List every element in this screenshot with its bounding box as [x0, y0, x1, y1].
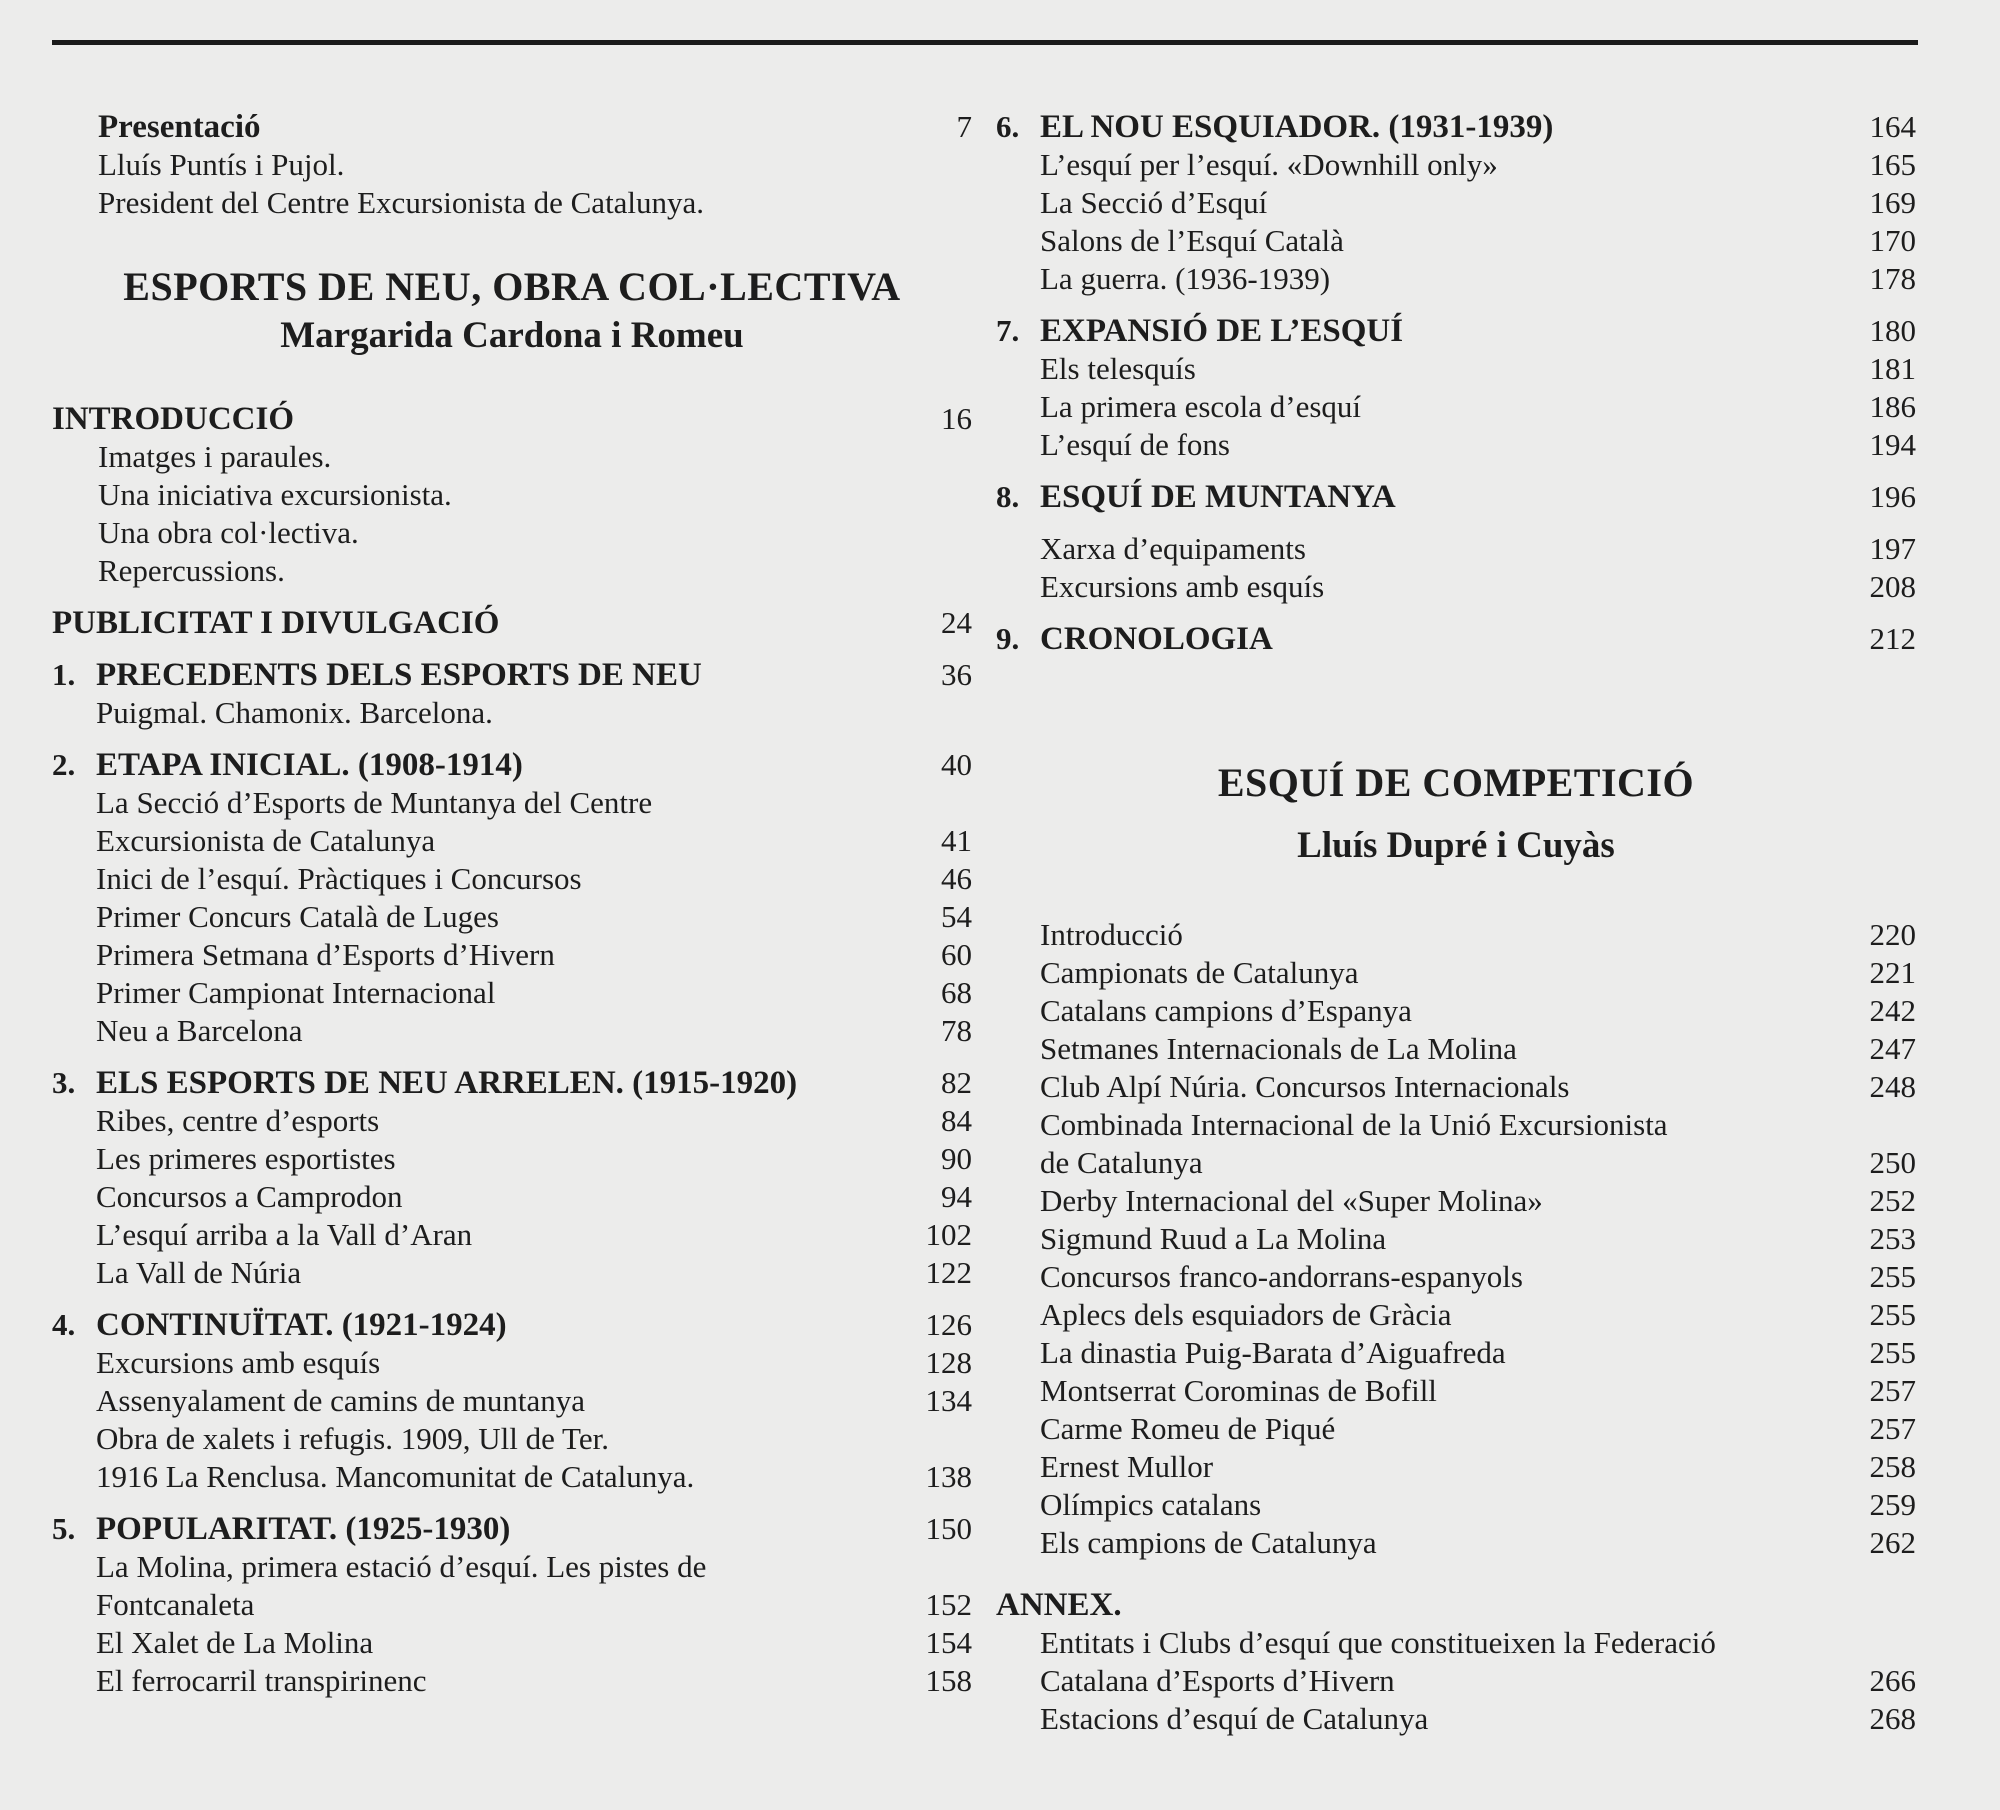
page-number: 150 — [925, 1511, 972, 1546]
page-number: 82 — [941, 1065, 972, 1100]
toc-subentry: Repercussions. — [98, 553, 285, 588]
chapter-number: 2. — [52, 747, 76, 782]
toc-subentry[interactable]: Els campions de Catalunya 262 — [1040, 1525, 1916, 1560]
toc-right-column — [996, 108, 1916, 1738]
toc-subentry: Inici de l’esquí. Pràctiques i Concursos 46 — [96, 861, 972, 896]
toc-chapter-4[interactable]: 4. CONTINUÏTAT. (1921-1924) 126 — [52, 1307, 972, 1343]
toc-subentry[interactable]: Montserrat Corominas de Bofill 257 — [1040, 1373, 1916, 1408]
toc-subentry: Primer Concurs Català de Luges 54 — [96, 899, 972, 934]
toc-subentry: Puigmal. Chamonix. Barcelona. — [96, 695, 493, 730]
toc-chapter-7[interactable]: 7. EXPANSIÓ DE L’ESQUÍ 180 — [996, 313, 1916, 349]
page-number: 7 — [956, 109, 972, 144]
toc-subentry: Una obra col·lectiva. — [98, 515, 359, 550]
toc-chapter-3[interactable]: 3. ELS ESPORTS DE NEU ARRELEN. (1915-1920) 82 — [52, 1065, 972, 1101]
page-number: 40 — [941, 747, 972, 782]
toc-subentry: La Secció d’Esports de Muntanya del Centre — [96, 785, 653, 820]
toc-subentry: Primera Setmana d’Esports d’Hivern 60 — [96, 937, 972, 972]
page-number: 180 — [1869, 313, 1916, 348]
toc-subentry: Fontcanaleta 152 — [96, 1587, 972, 1622]
toc-subentry: El ferrocarril transpirinenc 158 — [96, 1663, 972, 1698]
page-number: 36 — [941, 657, 972, 692]
toc-subentry: L’esquí per l’esquí. «Downhill only» 165 — [1040, 147, 1916, 182]
toc-subentry[interactable]: Campionats de Catalunya 221 — [1040, 955, 1916, 990]
toc-subentry: La Molina, primera estació d’esquí. Les pistes de — [96, 1549, 707, 1584]
presentacio-author: Lluís Puntís i Pujol. — [98, 147, 345, 182]
toc-subentry: Concursos a Camprodon 94 — [96, 1179, 972, 1214]
toc-entry-annex[interactable]: ANNEX. — [996, 1587, 1122, 1623]
toc-subentry: Ribes, centre d’esports 84 — [96, 1103, 972, 1138]
page-number: 164 — [1869, 109, 1916, 144]
page-number: 24 — [941, 605, 972, 640]
toc-chapter-6[interactable]: 6. EL NOU ESQUIADOR. (1931-1939) 164 — [996, 109, 1916, 145]
toc-subentry: Excursionista de Catalunya 41 — [96, 823, 972, 858]
toc-chapter-5[interactable]: 5. POPULARITAT. (1925-1930) 150 — [52, 1511, 972, 1547]
toc-subentry[interactable]: Carme Romeu de Piqué 257 — [1040, 1411, 1916, 1446]
toc-subentry: El Xalet de La Molina 154 — [96, 1625, 972, 1660]
toc-subentry: Primer Campionat Internacional 68 — [96, 975, 972, 1010]
toc-subentry: Neu a Barcelona 78 — [96, 1013, 972, 1048]
section-author: Margarida Cardona i Romeu — [280, 315, 744, 356]
top-rule — [52, 40, 1918, 45]
chapter-number: 7. — [996, 313, 1020, 348]
chapter-number: 4. — [52, 1307, 76, 1342]
chapter-number: 3. — [52, 1065, 76, 1100]
toc-subentry[interactable]: Concursos franco-andorrans-espanyols 255 — [1040, 1259, 1916, 1294]
section-author: Lluís Dupré i Cuyàs — [1297, 825, 1615, 866]
toc-subentry[interactable]: Derby Internacional del «Super Molina» 252 — [1040, 1183, 1916, 1218]
chapter-number: 6. — [996, 109, 1020, 144]
toc-subentry: La Secció d’Esquí 169 — [1040, 185, 1916, 220]
toc-subentry[interactable]: de Catalunya 250 — [1040, 1145, 1916, 1180]
toc-subentry: Les primeres esportistes 90 — [96, 1141, 972, 1176]
toc-subentry: Xarxa d’equipaments 197 — [1040, 531, 1916, 566]
toc-subentry: Obra de xalets i refugis. 1909, Ull de Ter. — [96, 1421, 609, 1456]
toc-subentry: Una iniciativa excursionista. — [98, 477, 452, 512]
toc-subentry: Excursions amb esquís 208 — [1040, 569, 1916, 604]
toc-subentry: L’esquí arriba a la Vall d’Aran 102 — [96, 1217, 972, 1252]
toc-subentry[interactable]: Aplecs dels esquiadors de Gràcia 255 — [1040, 1297, 1916, 1332]
toc-subentry: La Vall de Núria 122 — [96, 1255, 972, 1290]
page-number: 196 — [1869, 479, 1916, 514]
toc-subentry[interactable]: Setmanes Internacionals de La Molina 247 — [1040, 1031, 1916, 1066]
toc-chapter-9[interactable]: 9. CRONOLOGIA 212 — [996, 621, 1916, 657]
page-number: 16 — [941, 401, 972, 436]
presentacio-role: President del Centre Excursionista de Catalunya. — [98, 185, 705, 220]
toc-entry-introduccio[interactable]: INTRODUCCIÓ 16 — [52, 401, 972, 437]
toc-chapter-1[interactable]: 1. PRECEDENTS DELS ESPORTS DE NEU 36 — [52, 657, 972, 693]
toc-subentry[interactable]: Introducció 220 — [1040, 917, 1916, 952]
toc-subentry: La primera escola d’esquí 186 — [1040, 389, 1916, 424]
page-number: 126 — [925, 1307, 972, 1342]
toc-subentry[interactable]: Sigmund Ruud a La Molina 253 — [1040, 1221, 1916, 1256]
toc-subentry: Els telesquís 181 — [1040, 351, 1916, 386]
toc-subentry: Salons de l’Esquí Català 170 — [1040, 223, 1916, 258]
toc-subentry[interactable]: Olímpics catalans 259 — [1040, 1487, 1916, 1522]
chapter-number: 1. — [52, 657, 76, 692]
page-number: 212 — [1869, 621, 1916, 656]
toc-subentry[interactable]: Club Alpí Núria. Concursos Internacionals 248 — [1040, 1069, 1916, 1104]
toc-subentry: Excursions amb esquís 128 — [96, 1345, 972, 1380]
toc-chapter-8[interactable]: 8. ESQUÍ DE MUNTANYA 196 — [996, 479, 1916, 515]
toc-entry-publicitat[interactable]: PUBLICITAT I DIVULGACIÓ 24 — [52, 605, 972, 641]
toc-subentry[interactable]: La dinastia Puig-Barata d’Aiguafreda 255 — [1040, 1335, 1916, 1370]
toc-subentry: Imatges i paraules. — [98, 439, 332, 474]
toc-entry-presentacio[interactable]: Presentació 7 — [98, 109, 972, 145]
chapter-number: 8. — [996, 479, 1020, 514]
section-title: ESPORTS DE NEU, OBRA COL·LECTIVA — [123, 264, 901, 309]
toc-subentry: Assenyalament de camins de muntanya 134 — [96, 1383, 972, 1418]
toc-subentry: 1916 La Renclusa. Mancomunitat de Catalunya. 138 — [96, 1459, 972, 1494]
toc-subentry[interactable]: Ernest Mullor 258 — [1040, 1449, 1916, 1484]
chapter-number: 5. — [52, 1511, 76, 1546]
toc-subentry: La guerra. (1936-1939) 178 — [1040, 261, 1916, 296]
toc-subentry[interactable]: Catalans campions d’Espanya 242 — [1040, 993, 1916, 1028]
toc-subentry: L’esquí de fons 194 — [1040, 427, 1916, 462]
chapter-number: 9. — [996, 621, 1020, 656]
toc-subentry: Entitats i Clubs d’esquí que constitueixen la Federació — [1040, 1625, 1716, 1660]
toc-chapter-2[interactable]: 2. ETAPA INICIAL. (1908-1914) 40 — [52, 747, 972, 783]
toc-subentry[interactable]: Combinada Internacional de la Unió Excursionista — [1040, 1107, 1668, 1142]
toc-subentry: Catalana d’Esports d’Hivern 266 — [1040, 1663, 1916, 1698]
toc-subentry: Estacions d’esquí de Catalunya 268 — [1040, 1701, 1916, 1736]
section-title: ESQUÍ DE COMPETICIÓ — [1217, 760, 1695, 805]
toc-left-column — [52, 108, 972, 1700]
